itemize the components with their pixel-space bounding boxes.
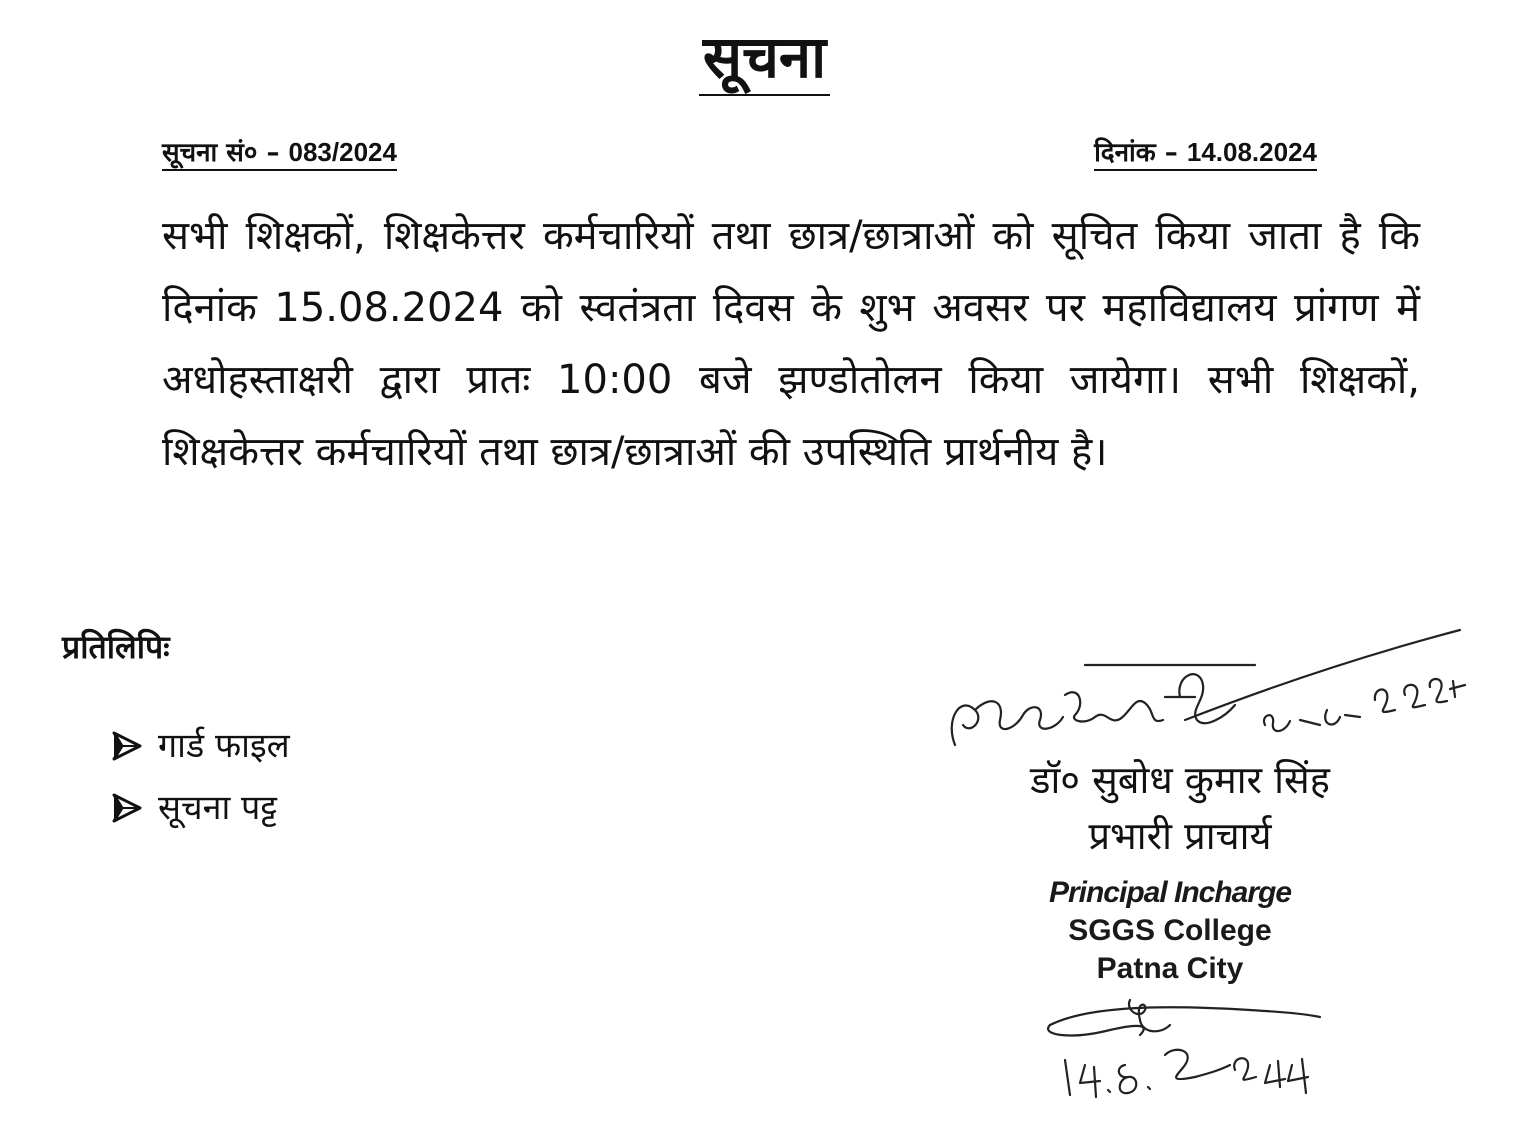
stamp-city: Patna City [1096, 952, 1244, 985]
notice-title [0, 22, 1529, 96]
arrow-bullet-icon [110, 791, 144, 825]
notice-body: सभी शिक्षकों, शिक्षकेत्तर कर्मचारियों तथा छात्र/छात्राओं को सूचित किया जाता है कि दिनांक 15.08.2024 को स्वतंत्रता दिवस के शुभ अवसर पर महाविद्यालय प्रांगण में अधोहस्ताक्षरी द्वारा प्रातः 10:00 बजे झण्डोतोलन किया जायेगा। सभी शिक्षकों, शिक्षकेत्तर कर्मचारियों तथा छात्र/छात्राओं की उपस्थिति प्रार्थनीय है। [162, 213, 1420, 475]
handwritten-signature [935, 625, 1495, 755]
copy-item-label: गार्ड फाइल [158, 726, 290, 766]
copy-item-notice-board [110, 777, 290, 839]
arrow-bullet-icon [110, 729, 144, 763]
copy-heading: प्रतिलिपिः [62, 628, 170, 666]
stamp-signature [1030, 995, 1370, 1105]
copy-list [110, 715, 290, 839]
copy-item-guard-file [110, 715, 290, 777]
notice-date-value: 14.08.2024 [1186, 137, 1317, 167]
official-stamp [1000, 874, 1340, 988]
stamp-college: SGGS College [1068, 914, 1272, 947]
notice-title-text: सूचना [699, 22, 830, 96]
stamp-designation: Principal Incharge [1048, 876, 1292, 909]
notice-number-label: सूचना सं० – [162, 138, 289, 168]
notice-number [162, 136, 397, 171]
notice-number-value: 083/2024 [288, 137, 397, 167]
notice-date-label: दिनांक – [1094, 138, 1187, 168]
copy-item-label: सूचना पट्ट [158, 788, 277, 828]
signatory-block [900, 752, 1460, 864]
notice-date [1094, 136, 1317, 171]
signatory-name: डॉ० सुबोध कुमार सिंह [1030, 758, 1330, 802]
signatory-designation: प्रभारी प्राचार्य [1088, 814, 1272, 858]
